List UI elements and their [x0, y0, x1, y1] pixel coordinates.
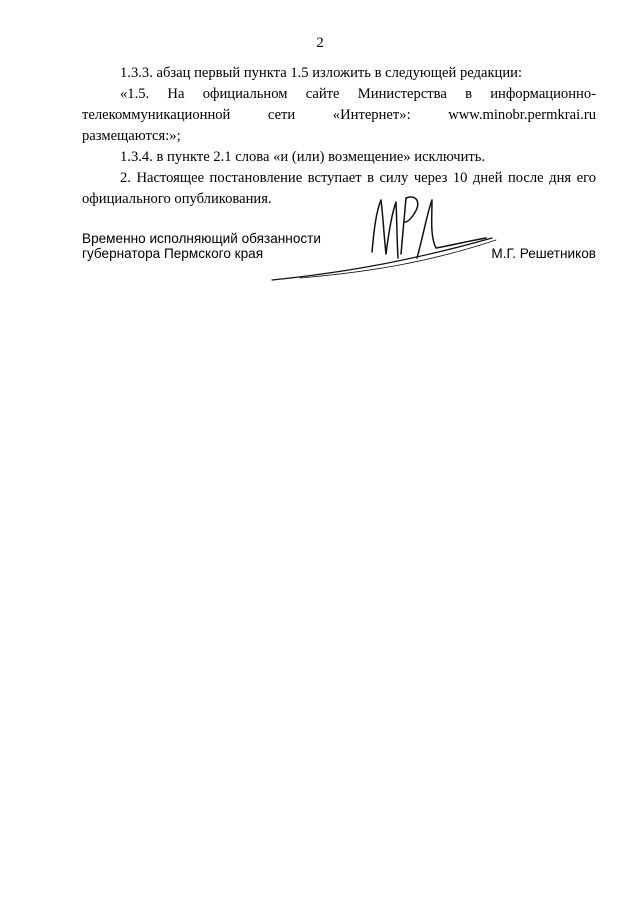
signature-letter-1: [372, 200, 398, 258]
paragraph-1-3-4: 1.3.4. в пункте 2.1 слова «и (или) возмещение» исключить.: [120, 149, 486, 165]
signatory-position-line-2: губернатора Пермского края: [82, 246, 264, 261]
signatory-position-line-1: Временно исполняющий обязанности: [82, 231, 321, 246]
paragraph-1-3-3: 1.3.3. абзац первый пункта 1.5 изложить в следующей редакции:: [120, 65, 523, 81]
signature-sweep-stroke: [272, 238, 492, 280]
signatory-name: М.Г. Решетников: [491, 246, 596, 261]
handwritten-signature: [260, 180, 500, 290]
paragraph-1-5-quote: «1.5. На официальном сайте Министерства в информационно-телекоммуникационной сети «Интернет»: www.minobr.permkrai.ru размещаются:»;: [82, 86, 596, 144]
paragraph-2-effective-date: 2. Настоящее постановление вступает в силу через 10 дней после дня его официального опубликования.: [82, 170, 596, 207]
page-number: 2: [316, 35, 324, 51]
signature-letter-2: [401, 197, 418, 254]
